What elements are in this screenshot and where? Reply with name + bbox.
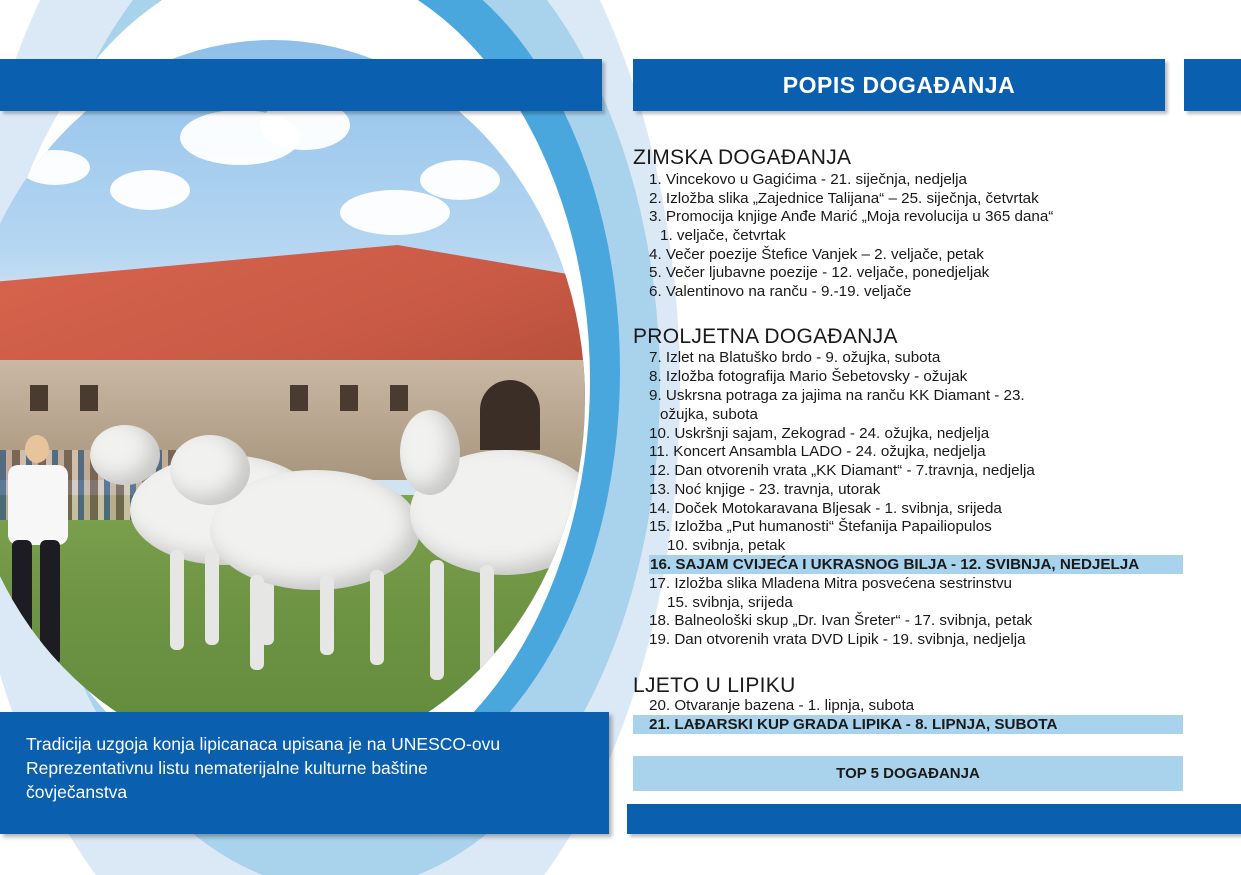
event-item: 17. Izložba slika Mladena Mitra posvećena sestrinstvu	[649, 575, 1012, 592]
top5-label: TOP 5 DOGAĐANJA	[836, 765, 980, 782]
event-item-continuation: 10. svibnja, petak	[667, 537, 786, 554]
highlighted-event: 21. LAĐARSKI KUP GRADA LIPIKA - 8. LIPNJA, SUBOTA	[633, 715, 1183, 734]
event-item: 10. Uskršnji sajam, Zekograd - 24. ožujka, nedjelja	[649, 425, 990, 442]
top5-banner	[633, 756, 1183, 791]
event-item: 4. Večer poezije Štefice Vanjek – 2. veljače, petak	[649, 246, 984, 263]
event-item: 1. Vincekovo u Gagićima - 21. siječnja, nedjelja	[649, 171, 967, 188]
event-item: 6. Valentinovo na ranču - 9.-19. veljače	[649, 283, 912, 300]
title-banner	[633, 59, 1165, 111]
event-item: 12. Dan otvorenih vrata „KK Diamant“ - 7.travnja, nedjelja	[649, 462, 1035, 479]
bottom-right-banner	[627, 804, 1241, 834]
top-right-banner-edge	[1184, 59, 1241, 111]
page-title: POPIS DOGAĐANJA	[782, 71, 1016, 98]
event-item: 20. Otvaranje bazena - 1. lipnja, subota	[649, 697, 915, 714]
event-item-continuation: 1. veljače, četvrtak	[660, 227, 786, 244]
event-item: 14. Doček Motokaravana Bljesak - 1. svibnja, srijeda	[649, 500, 1002, 517]
event-item: 13. Noć knjige - 23. travnja, utorak	[649, 481, 881, 498]
caption-box	[0, 712, 609, 834]
event-item: 9. Uskrsna potraga za jajima na ranču KK Diamant - 23.	[649, 387, 1025, 404]
event-item: 2. Izložba slika „Zajednice Talijana“ – 25. siječnja, četvrtak	[649, 190, 1039, 207]
event-item: 18. Balneološki skup „Dr. Ivan Šreter“ - 17. svibnja, petak	[649, 612, 1033, 629]
event-item: 3. Promocija knjige Anđe Marić „Moja revolucija u 365 dana“	[649, 208, 1054, 225]
caption-line: čovječanstva	[26, 782, 128, 802]
caption-line: Reprezentativnu listu nematerijalne kulturne baštine	[26, 758, 428, 778]
event-item: 8. Izložba fotografija Mario Šebetovsky - ožujak	[649, 368, 968, 385]
highlighted-event: 16. SAJAM CVIJEĆA I UKRASNOG BILJA - 12. SVIBNJA, NEDJELJA	[649, 555, 1183, 574]
event-item-continuation: ožujka, subota	[660, 406, 758, 423]
event-item: 5. Večer ljubavne poezije - 12. veljače, ponedjeljak	[649, 264, 990, 281]
caption-line: Tradicija uzgoja konja lipicanaca upisana je na UNESCO-ovu	[26, 734, 501, 754]
section-title-summer: LJETO U LIPIKU	[633, 674, 796, 697]
section-title-winter: ZIMSKA DOGAĐANJA	[633, 146, 852, 169]
event-item: 11. Koncert Ansambla LADO - 24. ožujka, nedjelja	[649, 443, 986, 460]
top-left-banner	[0, 59, 602, 111]
event-item: 7. Izlet na Blatuško brdo - 9. ožujka, subota	[649, 349, 941, 366]
section-title-spring: PROLJETNA DOGAĐANJA	[633, 325, 898, 348]
event-item: 15. Izložba „Put humanosti“ Štefanija Papailiopulos	[649, 518, 992, 535]
event-item-continuation: 15. svibnja, srijeda	[667, 594, 793, 611]
event-item: 19. Dan otvorenih vrata DVD Lipik - 19. svibnja, nedjelja	[649, 631, 1026, 648]
